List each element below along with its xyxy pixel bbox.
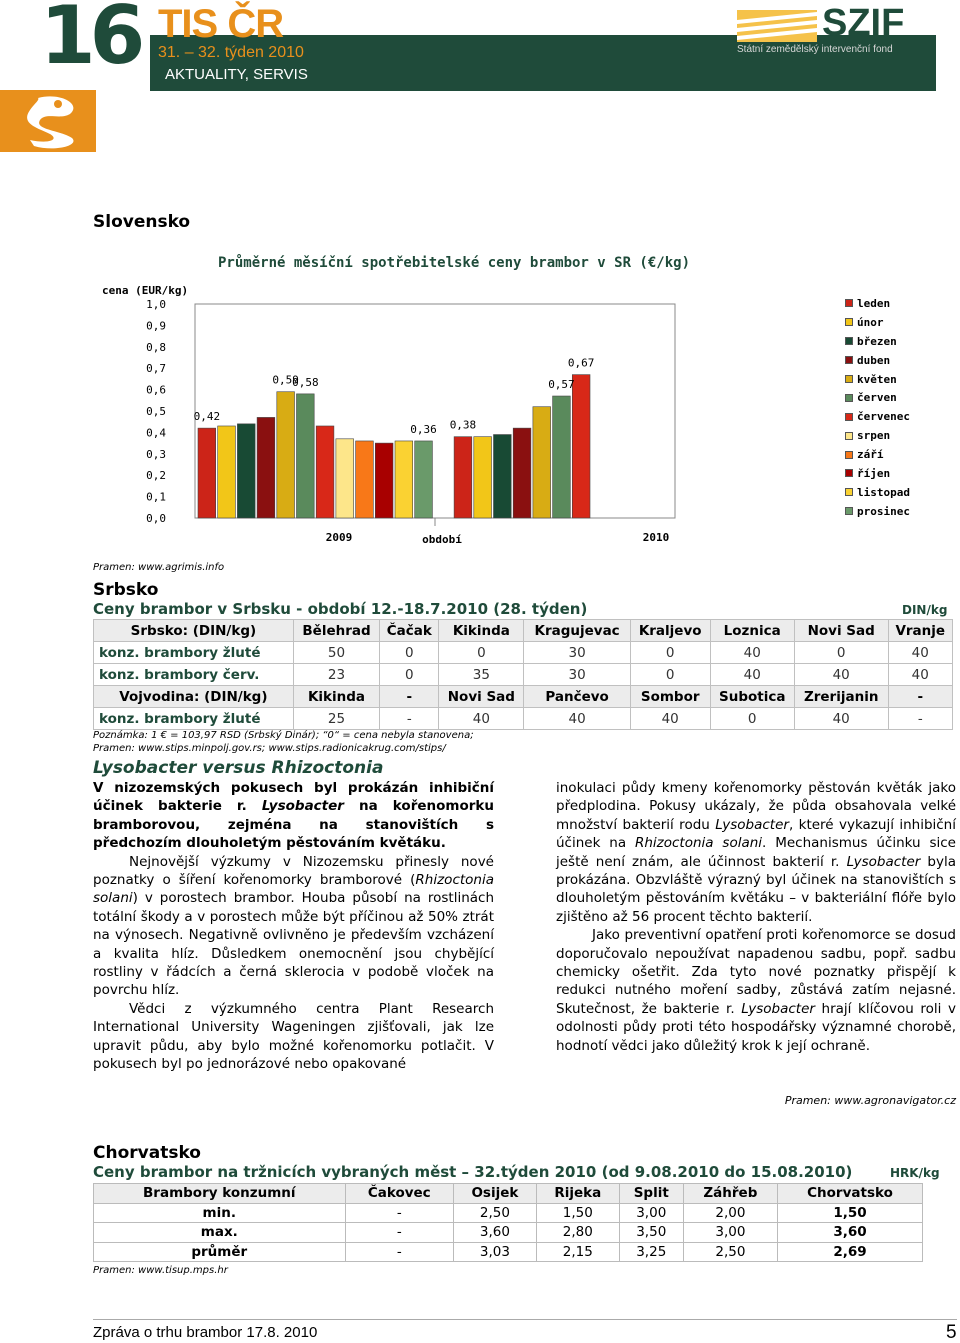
table-header-cell: Kikinda [439,620,524,642]
bar-2009-srpen [336,439,354,518]
header-title: TIS ČR [158,2,284,46]
srbsko-unit: DIN/kg [902,603,948,617]
group-label-2009: 2009 [325,531,353,544]
chorvatsko-unit: HRK/kg [890,1166,940,1180]
table-cell: 2,15 [536,1242,619,1262]
bar-2010-únor [474,437,492,518]
heading-chorvatsko: Chorvatsko [93,1143,201,1163]
table-row [94,1203,923,1223]
table-header-cell: Bělehrad [293,620,379,642]
table-header-cell: Čakovec [345,1184,453,1204]
bar-2010-červenec [572,375,590,518]
table-header-cell: Srbsko: (DIN/kg) [94,620,294,642]
table-header-cell: Zrerijanin [794,686,888,708]
slovensko-source: Pramen: www.agrimis.info [93,562,225,573]
y-tick-label: 0,5 [146,405,166,418]
y-tick-label: 0,2 [146,469,166,483]
article-column-right [556,779,956,1055]
table-header-cell: Vranje [888,620,952,642]
bar-2009-listopad [395,441,413,518]
row-label: průměr [94,1242,346,1262]
table-cell: 40 [888,642,952,664]
table-header-cell: Novi Sad [794,620,888,642]
row-label: konz. brambory žluté [94,708,294,730]
legend-item [845,483,910,502]
page-number-big: 16 [40,0,140,82]
table-cell: 2,69 [778,1242,923,1262]
table-row [94,1242,923,1262]
table-cell: 0 [439,642,524,664]
table-header-row [94,686,953,708]
data-label: 0,58 [292,375,319,389]
srbsko-note: Poznámka: 1 € = 103,97 RSD (Srbský Dinár); “0“ = cena nebyla stanovena; [93,730,474,741]
table-row [94,1223,923,1243]
table-header-cell: Subotica [710,686,794,708]
row-label: min. [94,1203,346,1223]
table-cell: 25 [293,708,379,730]
table-cell: 40 [710,664,794,686]
table-cell: 50 [293,642,379,664]
legend-swatch [845,413,853,421]
y-tick-label: 0,7 [146,362,166,376]
legend-item [845,351,910,370]
bar-2009-červen [297,394,315,518]
footer-text: Zpráva o trhu brambor 17.8. 2010 [93,1324,318,1341]
table-cell: 40 [888,664,952,686]
legend-item [845,445,910,464]
heading-srbsko: Srbsko [93,580,159,600]
table-cell: 3,50 [619,1223,683,1243]
table-header-cell: Kragujevac [524,620,630,642]
legend-label: srpen [857,429,891,443]
header-section: AKTUALITY, SERVIS [165,66,308,83]
data-label: 0,36 [410,422,437,436]
bar-2009-květen [277,392,295,518]
table-header-row [94,620,953,642]
section-corner-logo-icon [0,90,96,152]
table-row [94,664,953,686]
legend-item [845,464,910,483]
table-cell: 2,00 [683,1203,777,1223]
table-header-cell: Sombor [630,686,710,708]
table-header-cell: Osijek [453,1184,536,1204]
table-header-cell: Split [619,1184,683,1204]
table-cell: 3,60 [453,1223,536,1243]
table-cell: 30 [524,664,630,686]
legend-label: červenec [857,410,910,424]
legend-item [845,294,910,313]
article-title: Lysobacter versus Rhizoctonia [93,758,384,778]
table-header-cell: Chorvatsko [778,1184,923,1204]
chorvatsko-subtitle: Ceny brambor na tržnicích vybraných měst – 32.týden 2010 (od 9.08.2010 do 15.08.2010) [93,1163,853,1181]
table-cell: 0 [710,708,794,730]
table-cell: 3,25 [619,1242,683,1262]
legend-item [845,502,910,521]
bar-2009-září [356,441,374,518]
table-cell: 30 [524,642,630,664]
row-label: max. [94,1223,346,1243]
szif-logo-subtitle: Státní zemědělský intervenční fond [737,44,893,55]
table-cell: 2,50 [453,1203,536,1223]
data-label: 0,57 [548,378,575,392]
table-cell: 0 [380,642,439,664]
legend-item [845,370,910,389]
table-header-cell: Novi Sad [439,686,524,708]
table-cell: 40 [794,664,888,686]
table-cell: 3,00 [619,1203,683,1223]
heading-slovensko: Slovensko [93,212,191,232]
data-label: 0,38 [449,418,477,432]
table-cell: 3,00 [683,1223,777,1243]
table-cell: 40 [630,708,710,730]
page-number: 5 [946,1322,957,1343]
data-label: 0,42 [193,410,221,424]
table-header-cell: Brambory konzumní [94,1184,346,1204]
table-cell: 3,60 [778,1223,923,1243]
table-cell: 2,50 [683,1242,777,1262]
article-lead: V nizozemských pokusech byl prokázán inhibiční účinek bakterie r. Lysobacter na kořenomorku bramborovou, zejména na stanovištích s předchozím dlouholetým pěstováním květáku. [93,780,494,852]
article-paragraph: Jako preventivní opatření proti kořenomorce se dosud doporučovalo nepoužívat napadenou sadbu, popř. sadbu chemicky ošetřit. Zda tyto nové poznatky přispějí k redukci nutného moření sadby, zůstává zatím nejasné. Skutečnost, že bakterie r. Lysobacter hrají klíčovou roli v odolnosti půdy proti této hospodářsky významné chorobě, hodnotí vědci jako důležitý krok k její ochraně. [556,927,956,1054]
data-label: 0,67 [567,356,595,370]
table-header-cell: Záhřeb [683,1184,777,1204]
y-tick-label: 0,3 [146,447,166,461]
table-row [94,708,953,730]
table-cell: 40 [794,708,888,730]
article-paragraph: Nejnovější výzkumy v Nizozemsku přinesly nové poznatky o šíření kořenomorky bramborové (Rhizoctonia solani) v porostech brambor. Houba působí na rostlinách totální škody a v porostech může být příčinou až 50% ztrát na výnosech. Negativně ovlivněno je především vzcházení a kvalita hlíz. Důsledkem onemocnění jsou chybějící rostliny v řádcích a černá sklerocia v podobě vloček na povrchu hlíz. [93,853,494,999]
table-cell: - [345,1223,453,1243]
table-cell: 40 [710,642,794,664]
legend-label: listopad [857,485,910,499]
y-tick-label: 0,6 [146,383,166,397]
legend-swatch [845,356,853,364]
bar-2010-leden [454,437,472,518]
article-source: Pramen: www.agronavigator.cz [784,1094,956,1107]
bar-2010-březen [494,435,512,518]
legend-label: březen [857,334,897,348]
szif-logo-text: SZIF [822,2,905,44]
bar-2010-květen [533,407,551,518]
legend-swatch [845,394,853,402]
table-header-row [94,1184,923,1204]
legend-label: září [857,448,884,462]
legend-item [845,407,910,426]
chorvatsko-table [93,1183,923,1262]
table-cell: - [345,1203,453,1223]
legend-label: duben [857,353,891,367]
header-week: 31. – 32. týden 2010 [158,44,304,61]
srbsko-source: Pramen: www.stips.minpolj.gov.rs; www.stips.radionicakrug.com/stips/ [93,743,446,754]
bar-2009-prosinec [415,441,433,518]
bar-2009-říjen [375,443,393,518]
legend-swatch [845,432,853,440]
srbsko-subtitle: Ceny brambor v Srbsku - období 12.-18.7.2010 (28. týden) [93,600,588,618]
y-tick-label: 1,0 [146,298,166,311]
row-label: konz. brambory žluté [94,642,294,664]
table-cell: 0 [794,642,888,664]
article-column-left [93,779,494,1074]
legend-swatch [845,451,853,459]
bar-2009-březen [237,424,255,518]
table-cell: 0 [380,664,439,686]
table-row [94,642,953,664]
table-header-cell: Kikinda [293,686,379,708]
table-cell: 35 [439,664,524,686]
table-header-cell: Rijeka [536,1184,619,1204]
y-tick-label: 0,4 [146,426,166,440]
article-paragraph: Vědci z výzkumného centra Plant Research International University Wageningen zjišťovali, jak lze upravit půdu, aby bylo možné kořenomorku potlačit. V pokusech byl po jednorázové nebo opakované [93,1000,494,1073]
bar-2010-duben [513,428,531,518]
legend-swatch [845,507,853,515]
table-header-cell: Loznica [710,620,794,642]
legend-swatch [845,488,853,496]
legend-swatch [845,469,853,477]
chart-legend [845,294,910,521]
table-cell: 2,80 [536,1223,619,1243]
legend-item [845,332,910,351]
table-cell: 1,50 [536,1203,619,1223]
szif-logo-icon [737,10,817,42]
table-header-cell: Pančevo [524,686,630,708]
data-label: 0,59 [272,373,299,387]
legend-item [845,388,910,407]
table-header-cell: Vojvodina: (DIN/kg) [94,686,294,708]
legend-swatch [845,318,853,326]
row-label: konz. brambory červ. [94,664,294,686]
legend-item [845,426,910,445]
chorvatsko-source: Pramen: www.tisup.mps.hr [93,1265,228,1276]
table-cell: 0 [630,664,710,686]
footer-divider [93,1319,957,1320]
legend-label: říjen [857,466,891,480]
legend-label: červen [857,391,897,405]
table-cell: - [380,708,439,730]
chart-xlabel: období [422,533,462,546]
srbsko-table [93,619,953,730]
bar-2009-červenec [316,426,334,518]
y-tick-label: 0,8 [146,340,166,354]
bar-2009-únor [218,426,236,518]
legend-label: leden [857,296,891,310]
chart-ylabel: cena (EUR/kg) [102,284,189,297]
legend-label: prosinec [857,504,910,518]
bar-2009-duben [257,417,275,518]
bar-2010-červen [553,396,571,518]
bar-2009-leden [198,428,216,518]
legend-swatch [845,299,853,307]
table-cell: - [345,1242,453,1262]
table-cell: 23 [293,664,379,686]
table-cell: 1,50 [778,1203,923,1223]
table-cell: - [888,708,952,730]
table-cell: 0 [630,642,710,664]
group-label-2010: 2010 [642,531,670,544]
legend-label: květen [857,372,897,386]
y-tick-label: 0,1 [146,490,166,504]
table-header-cell: - [888,686,952,708]
price-chart [90,280,690,550]
table-header-cell: Čačak [380,620,439,642]
table-cell: 3,03 [453,1242,536,1262]
table-header-cell: Kraljevo [630,620,710,642]
table-cell: 40 [439,708,524,730]
y-tick-label: 0,0 [146,512,166,525]
y-tick-label: 0,9 [146,319,166,333]
table-header-cell: - [380,686,439,708]
legend-swatch [845,337,853,345]
legend-swatch [845,375,853,383]
legend-item [845,313,910,332]
table-cell: 40 [524,708,630,730]
article-paragraph: inokulaci půdy kmeny kořenomorky pěstován květák jako předplodina. Pokusy ukázaly, že půda obsahovala velké množství bakterií rodu Lysobacter, které vykazují inhibiční účinek na Rhizoctonia solani. Mechanismus účinku sice ještě není znám, ale účinnost bakterií r. Lysobacter byla prokázána. Obzvláště výrazný byl účinek na stanovištích s dlouholetým pěstováním květáku – v bakteriální flóře bylo zjištěno až 56 procent těchto bakterií. [556,780,956,925]
legend-label: únor [857,315,884,329]
chart-title: Průměrné měsíční spotřebitelské ceny brambor v SR (€/kg) [218,255,691,271]
